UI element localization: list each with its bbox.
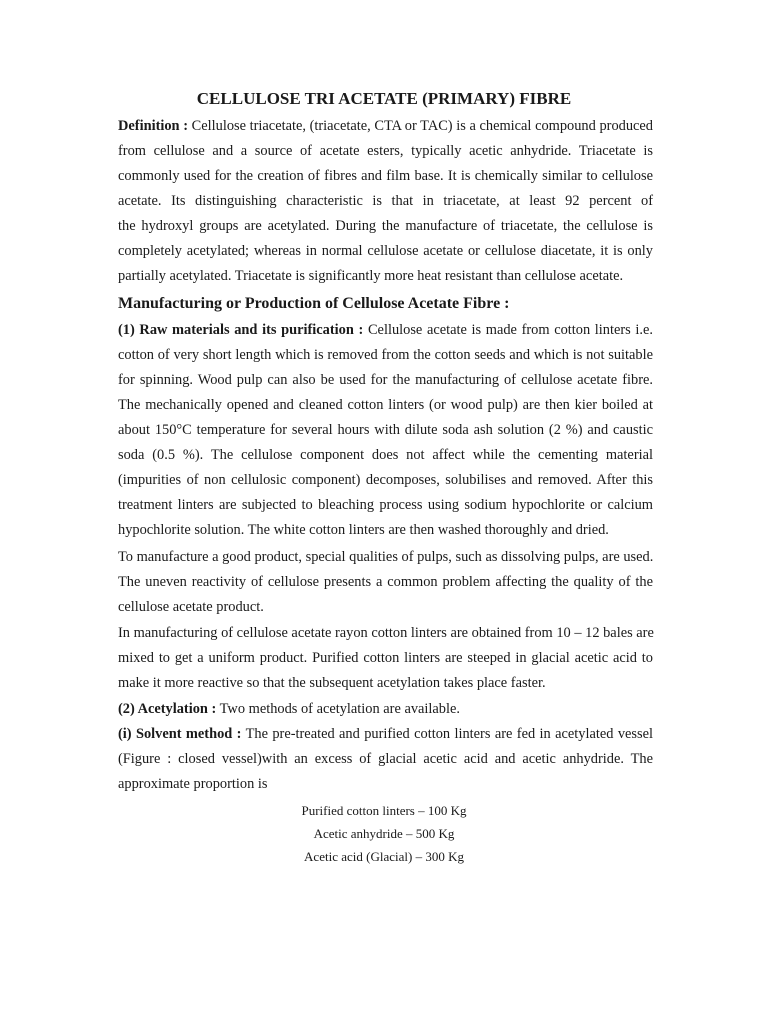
paragraph-line: cellulose acetate product. <box>118 599 264 615</box>
paragraph-line: (Figure : closed vessel)with an excess of glacial acetic acid and acetic anhydride. The <box>118 751 653 767</box>
paragraph-line: cotton of very short length which is removed from the cotton seeds and which is not suitable <box>118 347 653 363</box>
acetylation-paragraph <box>118 697 653 722</box>
acetylation-label: (2) Acetylation : <box>118 701 217 717</box>
paragraph-line: hypochlorite solution. The white cotton linters are then washed thoroughly and dried. <box>118 522 609 538</box>
section-heading: Manufacturing or Production of Cellulose Acetate Fibre : <box>118 295 510 312</box>
page-title: CELLULOSE TRI ACETATE (PRIMARY) FIBRE <box>196 89 572 108</box>
paragraph-line: To manufacture a good product, special qualities of pulps, such as dissolving pulps, are used. <box>118 549 654 565</box>
paragraph-line: The mechanically opened and cleaned cotton linters (or wood pulp) are then kier boiled at <box>118 397 653 413</box>
definition-paragraph <box>118 114 653 289</box>
paragraph-line: mixed to get a uniform product. Purified cotton linters are steeped in glacial acetic acid to <box>118 650 653 666</box>
paragraph-line: the hydroxyl groups are acetylated. During the manufacture of triacetate, the cellulose is <box>118 218 653 234</box>
paragraph-line: commonly used for the creation of fibres and film base. It is chemically similar to cellulose <box>118 168 653 184</box>
paragraph-line: Definition : Cellulose triacetate, (triacetate, CTA or TAC) is a chemical compound produced <box>118 118 654 134</box>
paragraph-line: acetate. Its distinguishing characteristic is that in triacetate, at least 92 percent of <box>118 193 653 209</box>
proportion-item: Acetic acid (Glacial) – 300 Kg <box>304 849 464 864</box>
paragraph-line: make it more reactive so that the subsequent acetylation takes place faster. <box>118 675 546 691</box>
paragraph-line: (2) Acetylation : Two methods of acetylation are available. <box>118 701 460 717</box>
bales-paragraph <box>118 621 653 696</box>
raw-materials-paragraph <box>118 318 653 543</box>
paragraph-line: for spinning. Wood pulp can also be used for the manufacturing of cellulose acetate fibre. <box>118 372 653 388</box>
proportions-list <box>0 799 768 868</box>
raw-materials-label: (1) Raw materials and its purification : <box>118 322 364 338</box>
proportion-item: Purified cotton linters – 100 Kg <box>301 803 467 818</box>
paragraph-line: completely acetylated; whereas in normal cellulose acetate or cellulose diacetate, it is only <box>118 243 653 259</box>
paragraph-line: (impurities of non cellulosic component) decomposes, solubilises and removed. After this <box>118 472 653 488</box>
paragraph-line: (i) Solvent method : The pre-treated and purified cotton linters are fed in acetylated vessel <box>118 726 653 742</box>
solvent-method-label: (i) Solvent method : <box>118 726 242 742</box>
definition-label: Definition : <box>118 118 188 134</box>
paragraph-line: approximate proportion is <box>118 776 268 792</box>
paragraph-line: soda (0.5 %). The cellulose component does not affect while the cementing material <box>118 447 653 463</box>
paragraph-line: In manufacturing of cellulose acetate rayon cotton linters are obtained from 10 – 12 bales are <box>118 625 654 641</box>
pulps-paragraph <box>118 545 653 620</box>
solvent-method-paragraph <box>118 722 653 797</box>
paragraph-line: treatment linters are subjected to bleaching process using sodium hypochlorite or calcium <box>118 497 653 513</box>
proportion-item: Acetic anhydride – 500 Kg <box>313 826 455 841</box>
paragraph-line: from cellulose and a source of acetate esters, typically acetic anhydride. Triacetate is <box>118 143 653 159</box>
paragraph-line: The uneven reactivity of cellulose presents a common problem affecting the quality of the <box>118 574 653 590</box>
paragraph-line: partially acetylated. Triacetate is significantly more heat resistant than cellulose acetate. <box>118 268 624 284</box>
paragraph-line: (1) Raw materials and its purification : Cellulose acetate is made from cotton linters i.e. <box>118 322 654 338</box>
paragraph-line: about 150°C temperature for several hours with dilute soda ash solution (2 %) and caustic <box>118 422 653 438</box>
